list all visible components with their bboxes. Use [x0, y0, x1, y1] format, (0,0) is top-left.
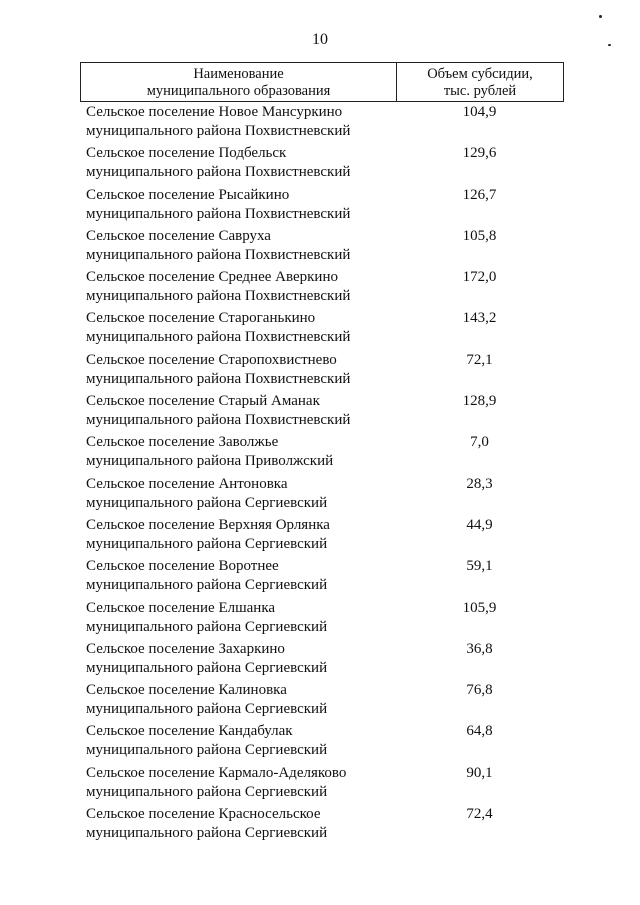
- subsidy-amount: 105,8: [462, 227, 497, 244]
- district-name: муниципального района Похвистневский: [86, 123, 351, 139]
- district-name: муниципального района Сергиевский: [86, 577, 328, 594]
- settlement-name: Сельское поселение Захаркино: [86, 640, 285, 657]
- district-name: муниципального района Похвистневский: [86, 288, 351, 305]
- settlement-name: Сельское поселение Кандабулак: [86, 723, 293, 740]
- settlement-name: Сельское поселение Красносельское: [86, 806, 321, 823]
- table-body: [80, 102, 564, 845]
- subsidy-amount: 90,1: [466, 764, 493, 781]
- settlement-name: Сельское поселение Среднее Аверкино: [86, 269, 338, 286]
- district-name: муниципального района Сергиевский: [86, 825, 328, 842]
- table-row: [80, 474, 564, 515]
- subsidy-amount: 7,0: [470, 434, 489, 451]
- scan-speck: [599, 15, 602, 18]
- settlement-name: Сельское поселение Подбельск: [86, 145, 287, 162]
- table-row: [80, 226, 564, 267]
- municipality-name-cell: [80, 474, 395, 515]
- municipality-name-cell: [80, 432, 395, 473]
- table-row: [80, 804, 564, 845]
- district-name: муниципального района Похвистневский: [86, 164, 351, 181]
- district-name: муниципального района Похвистневский: [86, 329, 351, 346]
- table-row: [80, 185, 564, 226]
- column-header-amount: [397, 63, 563, 101]
- table-row: [80, 267, 564, 308]
- table-row: [80, 102, 564, 143]
- table-row: [80, 391, 564, 432]
- subsidy-amount: 64,8: [466, 723, 493, 740]
- settlement-name: Сельское поселение Старопохвистнево: [86, 351, 337, 368]
- district-name: муниципального района Похвистневский: [86, 246, 351, 263]
- subsidy-amount: 143,2: [462, 310, 497, 327]
- district-name: муниципального района Приволжский: [86, 453, 334, 470]
- municipality-name-cell: [80, 763, 395, 804]
- district-name: муниципального района Сергиевский: [86, 535, 328, 552]
- column-header-name-line1: Наименование: [193, 65, 284, 82]
- municipality-name-cell: [80, 102, 395, 143]
- district-name: муниципального района Сергиевский: [86, 618, 328, 635]
- municipality-name-cell: [80, 143, 395, 184]
- settlement-name: Сельское поселение Калиновка: [86, 682, 287, 699]
- district-name: муниципального района Сергиевский: [86, 494, 328, 511]
- settlement-name: Сельское поселение Верхняя Орлянка: [86, 516, 330, 533]
- subsidy-amount: 105,9: [462, 599, 497, 616]
- settlement-name: Сельское поселение Рысайкино: [86, 186, 290, 203]
- settlement-name: Сельское поселение Староганькино: [86, 310, 316, 327]
- table-row: [80, 308, 564, 349]
- district-name: муниципального района Сергиевский: [86, 742, 328, 759]
- subsidy-amount: 72,1: [466, 351, 493, 368]
- table-header: [80, 62, 564, 102]
- table-row: [80, 515, 564, 556]
- subsidy-amount: 128,9: [462, 393, 497, 410]
- settlement-name: Сельское поселение Антоновка: [86, 475, 288, 492]
- settlement-name: Сельское поселение Елшанка: [86, 599, 276, 616]
- municipality-name-cell: [80, 185, 395, 226]
- municipality-name-cell: [80, 350, 395, 391]
- table-row: [80, 639, 564, 680]
- district-name: муниципального района Сергиевский: [86, 659, 328, 676]
- column-header-name: [81, 63, 397, 101]
- settlement-name: Сельское поселение Новое Мансуркино: [86, 104, 343, 120]
- municipality-name-cell: [80, 639, 395, 680]
- municipality-name-cell: [80, 598, 395, 639]
- settlement-name: Сельское поселение Воротнее: [86, 558, 279, 575]
- municipality-name-cell: [80, 308, 395, 349]
- subsidy-amount: 72,4: [466, 806, 493, 823]
- district-name: муниципального района Сергиевский: [86, 783, 328, 800]
- municipality-name-cell: [80, 721, 395, 762]
- municipality-name-cell: [80, 680, 395, 721]
- page-number: 10: [312, 31, 328, 48]
- municipality-name-cell: [80, 267, 395, 308]
- table-row: [80, 680, 564, 721]
- district-name: муниципального района Похвистневский: [86, 370, 351, 387]
- subsidy-amount: 126,7: [462, 186, 497, 203]
- table-row: [80, 432, 564, 473]
- municipality-name-cell: [80, 515, 395, 556]
- table-row: [80, 721, 564, 762]
- municipality-name-cell: [80, 556, 395, 597]
- column-header-amount-line2: тыс. рублей: [443, 82, 517, 99]
- subsidy-amount: 44,9: [466, 516, 493, 533]
- subsidy-amount: 172,0: [462, 269, 497, 286]
- settlement-name: Сельское поселение Заволжье: [86, 434, 279, 451]
- district-name: муниципального района Сергиевский: [86, 701, 328, 718]
- settlement-name: Сельское поселение Старый Аманак: [86, 393, 320, 410]
- district-name: муниципального района Похвистневский: [86, 412, 351, 429]
- settlement-name: Сельское поселение Кармало-Аделяково: [86, 764, 347, 781]
- subsidy-amount: 76,8: [466, 682, 493, 699]
- subsidy-amount: 59,1: [466, 558, 493, 575]
- subsidy-table: [80, 62, 564, 845]
- subsidy-amount: 28,3: [466, 475, 493, 492]
- table-row: [80, 598, 564, 639]
- district-name: муниципального района Похвистневский: [86, 205, 351, 222]
- subsidy-amount: 104,9: [462, 104, 497, 120]
- column-header-name-line2: муниципального образования: [146, 82, 331, 99]
- subsidy-amount: 129,6: [462, 145, 497, 162]
- municipality-name-cell: [80, 804, 395, 845]
- municipality-name-cell: [80, 391, 395, 432]
- column-header-amount-line1: Объем субсидии,: [427, 65, 533, 82]
- subsidy-amount: 36,8: [466, 640, 493, 657]
- table-row: [80, 350, 564, 391]
- settlement-name: Сельское поселение Савруха: [86, 227, 271, 244]
- table-row: [80, 143, 564, 184]
- municipality-name-cell: [80, 226, 395, 267]
- table-row: [80, 763, 564, 804]
- scan-speck: [608, 44, 611, 46]
- table-row: [80, 556, 564, 597]
